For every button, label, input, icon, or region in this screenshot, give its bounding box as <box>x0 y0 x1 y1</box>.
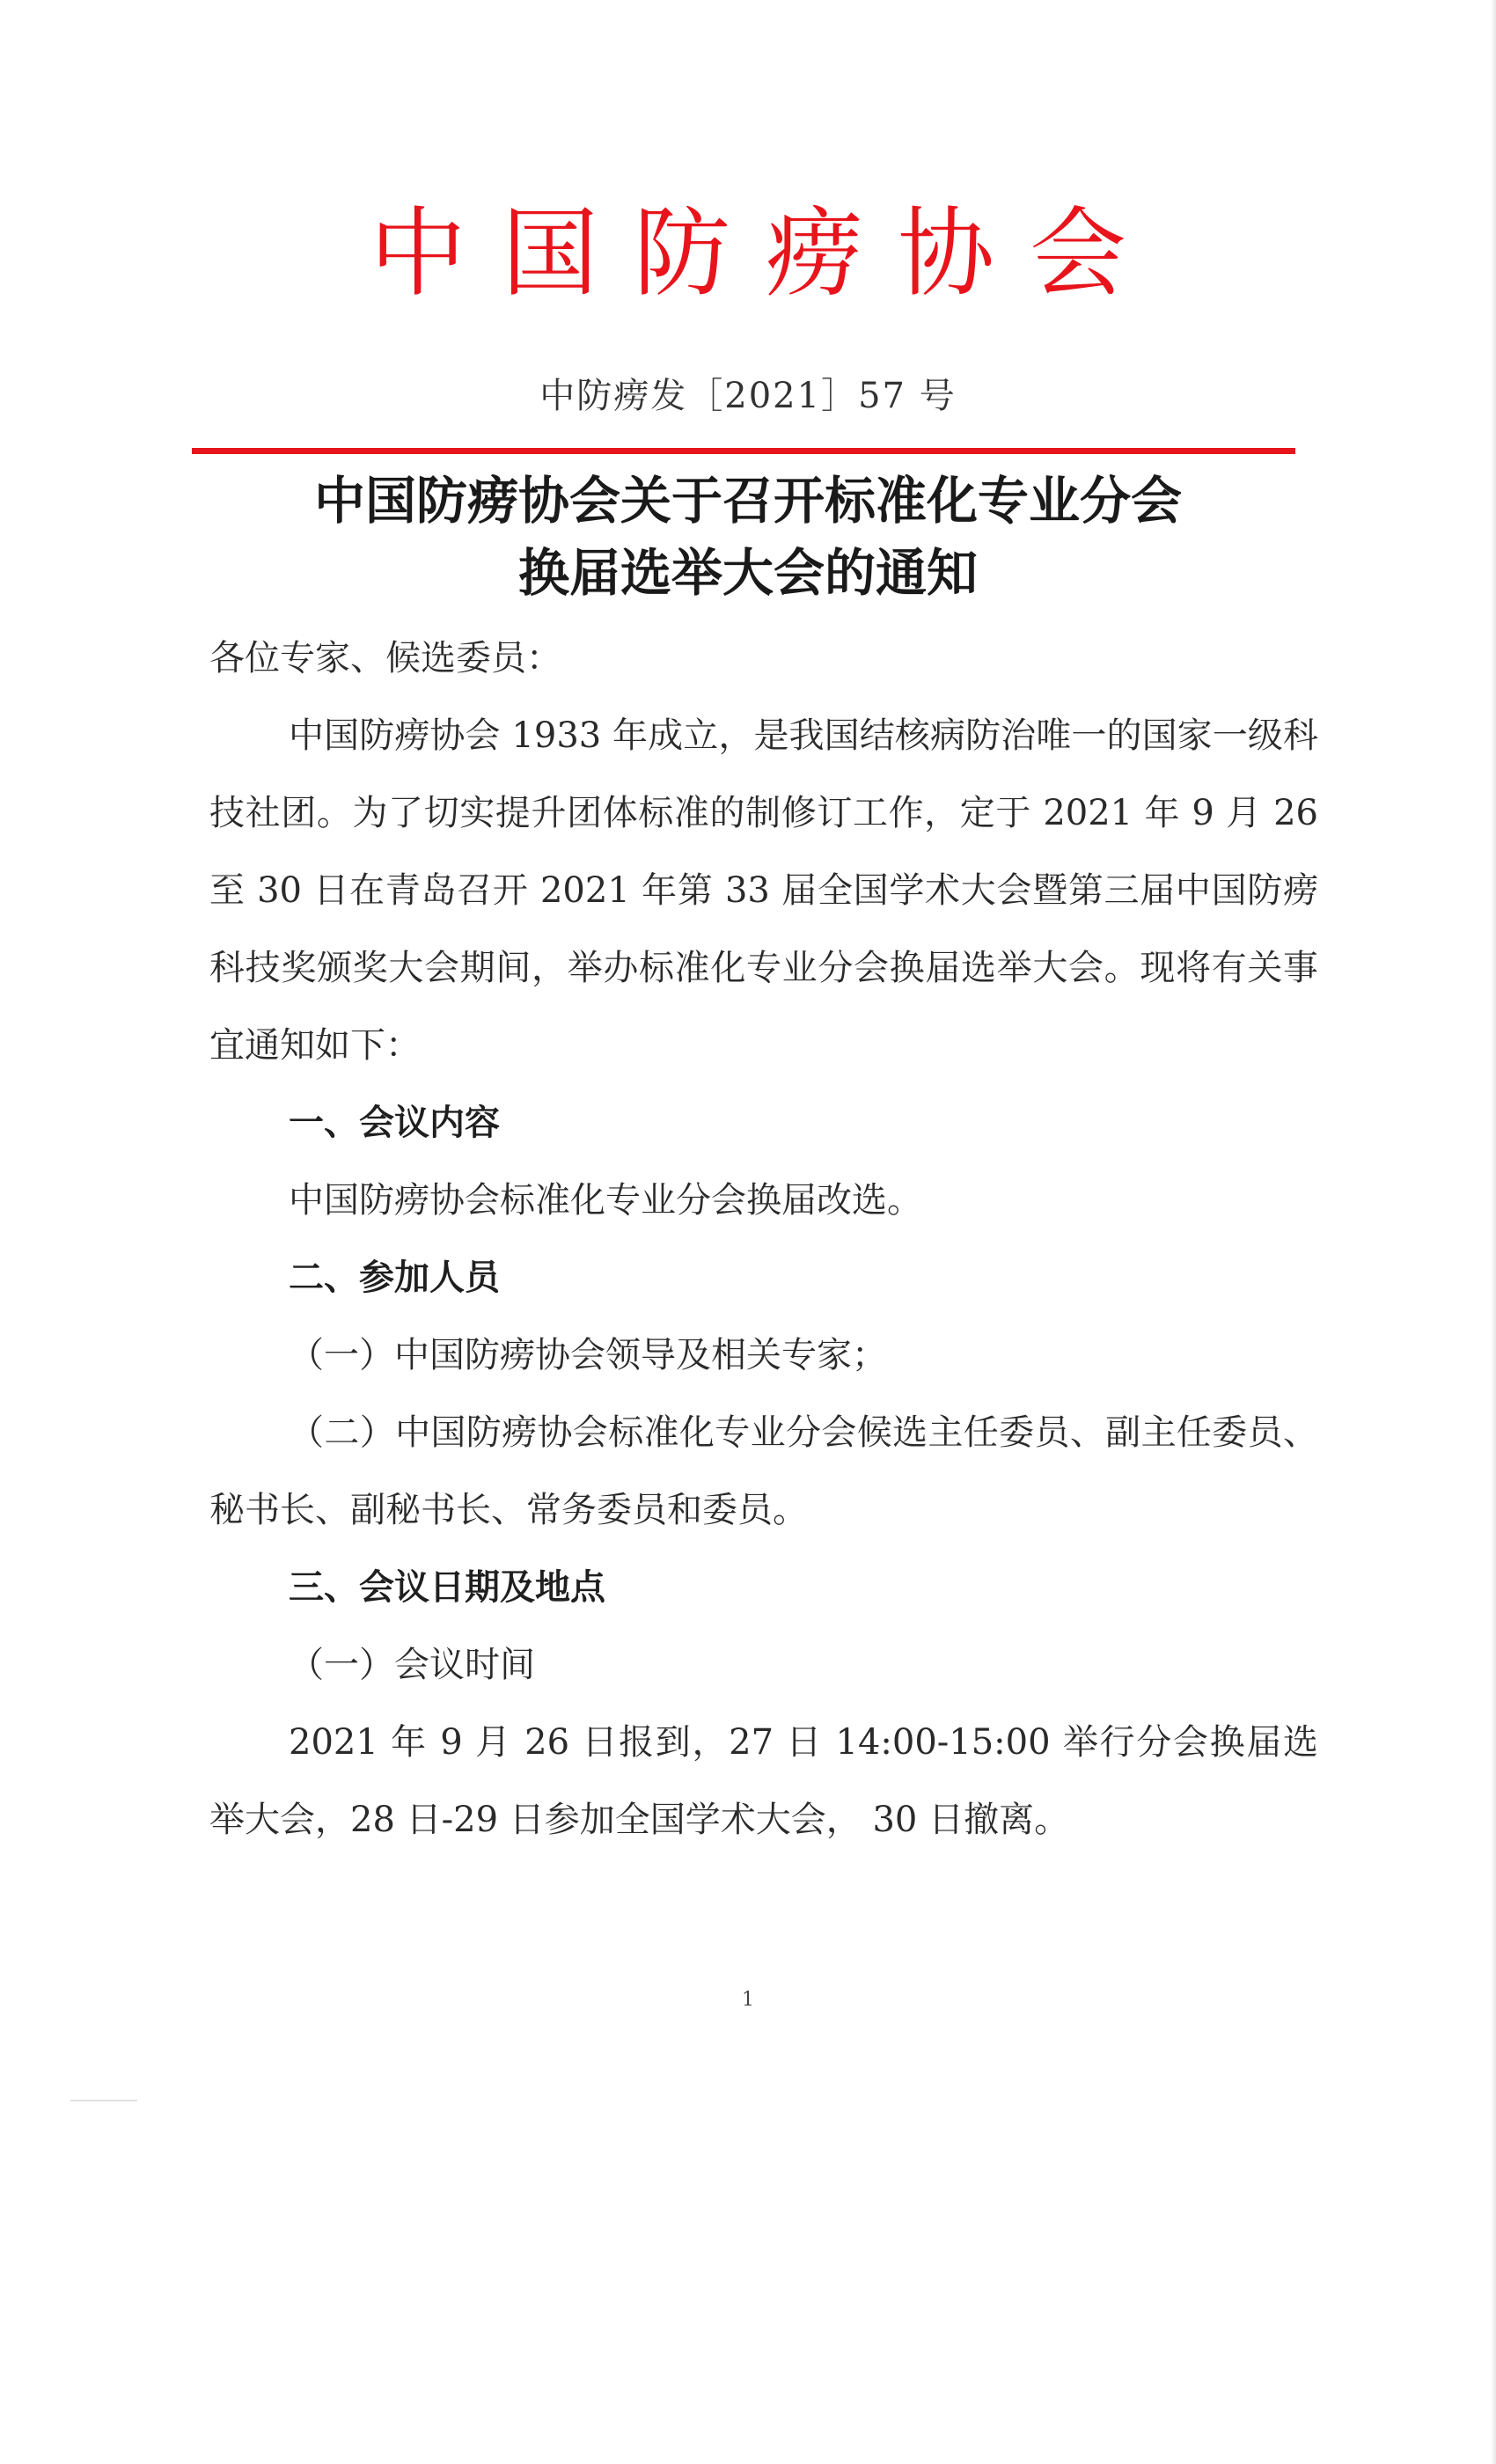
page-number: 1 <box>742 1989 754 2011</box>
red-divider-line <box>192 448 1295 454</box>
section-3-time-text: 2021 年 9 月 26 日报到，27 日 14:00-15:00 举行分会换届选举大会，28 日-29 日参加全国学术大会， 30 日撤离。 <box>209 1722 1318 1840</box>
section-3-heading: 三、会议日期及地点 <box>289 1567 605 1608</box>
scan-artifact-line <box>70 2100 137 2101</box>
organization-header: 中国防痨协会 <box>370 197 1162 310</box>
section-2-heading: 二、参加人员 <box>289 1258 500 1298</box>
document-title <box>0 465 1496 609</box>
document-number: 中防痨发［2021］57 号 <box>539 376 957 416</box>
section-2-item-2: （二）中国防痨协会标准化专业分会候选主任委员、副主任委员、秘书长、副秘书长、常务委员和委员。 <box>209 1412 1318 1530</box>
intro-paragraph: 中国防痨协会 1933 年成立，是我国结核病防治唯一的国家一级科技社团。为了切实提升团体标准的制修订工作，定于 2021 年 9 月 26 至 30 日在青岛召开 2021 年第 33 届全国学术大会暨第三届中国防痨科技奖颁奖大会期间，举办标准化专业分会换届选举大会。现将有关事宜通知如下： <box>209 715 1318 1066</box>
section-1-text: 中国防痨协会标准化专业分会换届改选。 <box>289 1180 922 1221</box>
document-title-line-1: 中国防痨协会关于召开标准化专业分会 <box>313 471 1182 531</box>
document-title-line-2: 换届选举大会的通知 <box>517 543 978 603</box>
section-1-heading: 一、会议内容 <box>289 1103 500 1143</box>
document-body <box>209 620 1318 1859</box>
section-3-subheading-1: （一）会议时间 <box>289 1645 535 1685</box>
salutation: 各位专家、候选委员： <box>209 638 561 678</box>
section-2-item-1: （一）中国防痨协会领导及相关专家； <box>289 1335 887 1375</box>
